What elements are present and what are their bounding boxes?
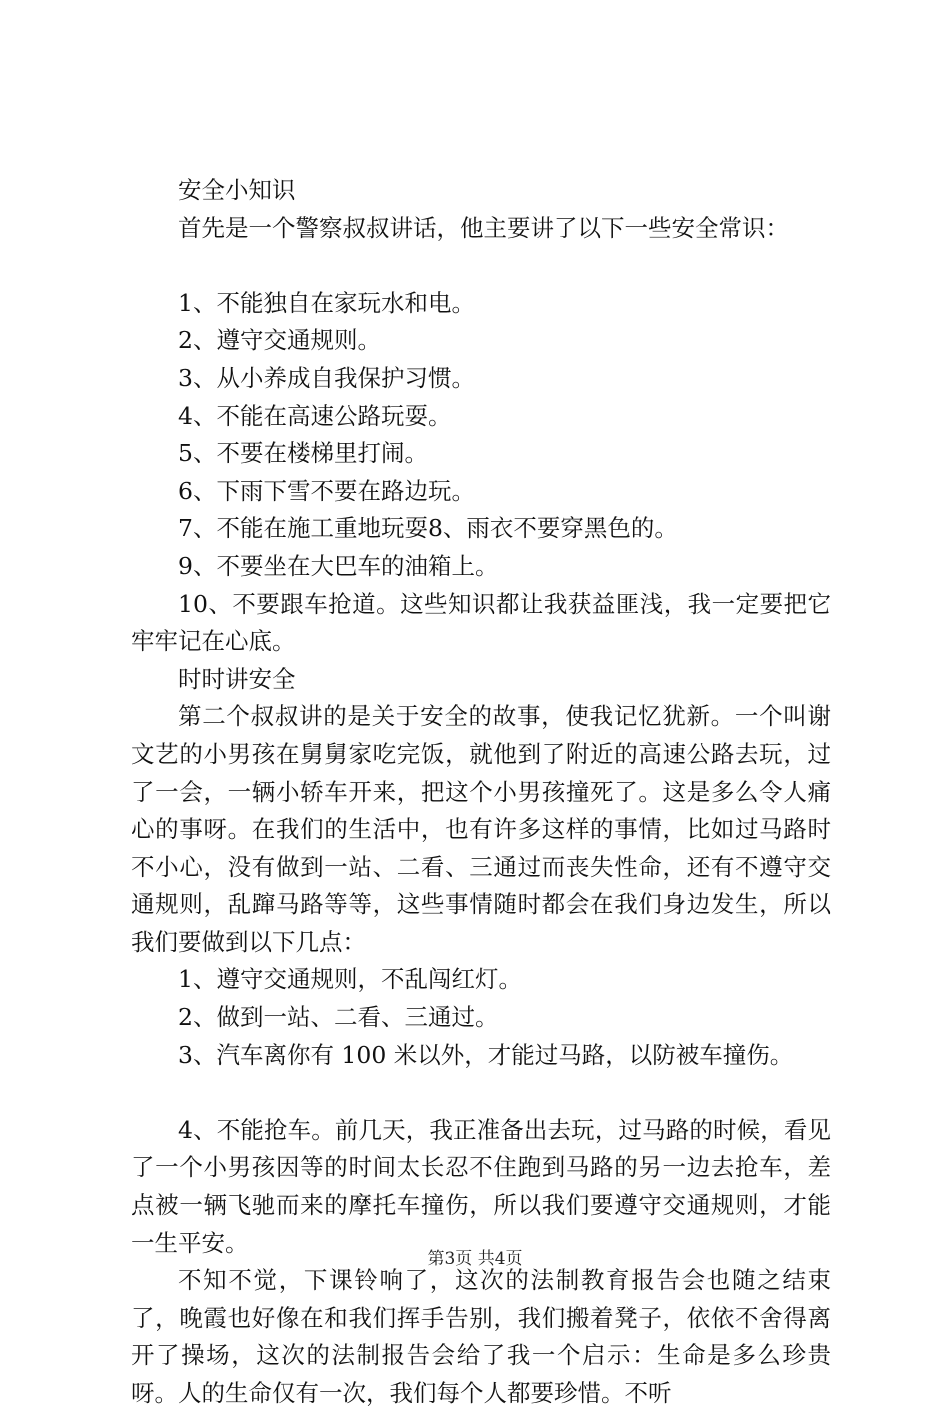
section-heading-safety-always: 时时讲安全 bbox=[178, 664, 296, 693]
list-item: 1、不能独自在家玩水和电。 bbox=[178, 288, 475, 317]
blank-line bbox=[131, 247, 831, 285]
list-item: 6、下雨下雪不要在路边玩。 bbox=[178, 476, 475, 505]
list-item: 4、不能在高速公路玩耍。 bbox=[178, 401, 452, 430]
section-heading-safety-tips: 安全小知识 bbox=[178, 176, 296, 204]
paragraph: 不知不觉，下课铃响了，这次的法制教育报告会也随之结束了，晚霞也好像在和我们挥手告别，我们搬着凳子，依依不舍得离开了操场，这次的法制报告会给了我一个启示：生命是多么珍贵呀。人的生命仅有一次，我们每个人都要珍惜。不听 bbox=[131, 1266, 831, 1407]
list-item: 5、不要在楼梯里打闹。 bbox=[178, 439, 428, 468]
list-item: 2、遵守交通规则。 bbox=[178, 326, 381, 355]
blank-line bbox=[131, 1074, 831, 1112]
intro-line: 首先是一个警察叔叔讲话，他主要讲了以下一些安全常识： bbox=[178, 213, 789, 242]
list-item: 3、从小养成自我保护习惯。 bbox=[178, 363, 475, 392]
paragraph: 4、不能抢车。前几天，我正准备出去玩，过马路的时候，看见了一个小男孩因等的时间太长忍不住跑到马路的另一边去抢车，差点被一辆飞驰而来的摩托车撞伤，所以我们要遵守交通规则，才能一生平安。 bbox=[131, 1115, 831, 1257]
paragraph: 第二个叔叔讲的是关于安全的故事，使我记忆犹新。一个叫谢文艺的小男孩在舅舅家吃完饭，就他到了附近的高速公路去玩，过了一会，一辆小轿车开来，把这个小男孩撞死了。这是多么令人痛心的事呀。在我们的生活中，也有许多这样的事情，比如过马路时不小心，没有做到一站、二看、三通过而丧失性命，还有不遵守交通规则，乱蹿马路等等，这些事情随时都会在我们身边发生，所以我们要做到以下几点： bbox=[131, 702, 831, 956]
list-item: 9、不要坐在大巴车的油箱上。 bbox=[178, 551, 499, 580]
list-item: 7、不能在施工重地玩耍8、雨衣不要穿黑色的。 bbox=[178, 514, 678, 543]
paragraph: 10、不要跟车抢道。这些知识都让我获益匪浅，我一定要把它牢牢记在心底。 bbox=[131, 589, 831, 656]
document-body bbox=[131, 172, 831, 1413]
list-item: 3、汽车离你有 100 米以外，才能过马路，以防被车撞伤。 bbox=[178, 1040, 794, 1069]
page-number-footer: 第3页 共4页 bbox=[427, 1249, 523, 1269]
list-item: 2、做到一站、二看、三通过。 bbox=[178, 1003, 499, 1032]
list-item: 1、遵守交通规则，不乱闯红灯。 bbox=[178, 965, 522, 994]
